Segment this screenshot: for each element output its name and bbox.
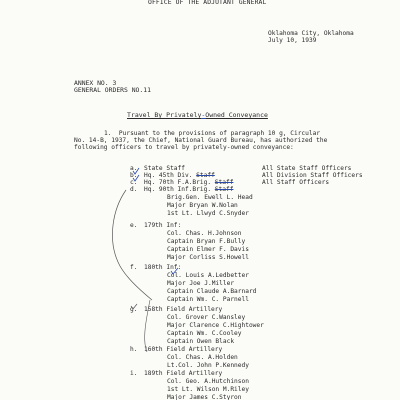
paragraph-line-3: following officers to travel by privately-owned conveyance: [74,144,294,151]
officer-e-3: Captain Elmer F. Davis [167,246,249,253]
item-label-h: h. [130,346,138,353]
title-hyphen: - [201,111,206,119]
officer-i-3: Major James C.Styron [167,394,242,400]
officer-d-3: 1st Lt. Llwyd C.Snyder [167,210,249,217]
item-label-e: e. [130,222,138,229]
unit-i: 189th Field Artillery [144,370,223,377]
officer-f-3: Captain Claude A.Barnard [167,288,257,295]
officer-h-2: Lt.Col. John P.Kennedy [167,362,249,369]
item-b-unit: Hq. 45th Div. [144,172,193,179]
officer-h-1: Col. Chas. A.Holden [167,354,238,361]
check-mark-g [131,304,137,309]
item-note-a: All State Staff Officers [262,165,352,172]
paragraph-line-2: No. 14-B, 1937, the Chief, National Guard Bureau, has authorized the [74,137,328,144]
unit-h: 160th Field Artillery [144,346,223,353]
item-label-i: i. [130,370,138,377]
item-note-b: All Division Staff Officers [262,172,363,179]
officer-f-4: Captain Wm. C. Parnell [167,296,249,303]
check-mark-b [133,168,139,174]
officer-i-1: Col. Geo. A.Hutchinson [167,378,249,385]
item-b-struck: Staff [196,172,215,179]
officer-g-4: Captain Owen Black [167,338,235,345]
pencil-bracket-lower [145,300,150,352]
item-label-b: b. [130,172,138,179]
city-line: Oklahoma City, Oklahoma [268,30,354,37]
unit-e: 179th Inf: [144,222,182,229]
item-label-g: g. [130,306,138,313]
officer-f-1: Col. Louis A.Ledbetter [167,272,249,279]
officer-d-1: Brig.Gen. Ewell L. Head [167,194,253,201]
officer-e-1: Col. Chas. H.Johnson [167,230,242,237]
office-heading: OFFICE OF THE ADJUTANT GENERAL [148,0,267,6]
check-mark-f [171,268,178,274]
item-d-unit: Hq. 90th Inf.Brig. [144,186,212,193]
officer-g-3: Captain Wm. C.Cooley [167,330,242,337]
officer-e-2: Captain Bryan F.Bully [167,238,246,245]
title-part-2: Owned Conveyance [205,111,268,119]
check-mark-c [133,175,139,181]
unit-g: 158th Field Artillery [144,306,223,313]
item-d-struck: Staff [214,186,234,193]
item-c-unit: Hq. 70th F.A.Brig. [144,179,212,186]
officer-d-2: Major Bryan W.Nolan [167,202,238,209]
title-part-1: Travel By Privately [127,111,202,119]
general-orders-number: GENERAL ORDERS NO.11 [74,86,151,94]
officer-g-1: Col. Grover C.Wansley [167,314,246,321]
item-note-c: All Staff Officers [262,179,330,186]
item-label-a: a. [130,165,138,172]
unit-f: 180th Inf: [144,264,182,271]
pencil-bracket [112,190,152,300]
item-label-c: c. [130,179,138,186]
item-text-a: State Staff [144,165,185,172]
item-c-struck: Staff [214,179,234,186]
paragraph-line-1: 1. Pursuant to the provisions of paragraph 10 g, Circular [104,130,321,137]
item-label-d: d. [130,186,138,193]
item-label-f: f. [130,264,138,271]
date-line: July 10, 1939 [268,37,317,44]
annex-number: ANNEX NO. 3 [74,79,117,87]
officer-f-2: Major Joe J.Miller [167,280,235,287]
officer-e-4: Major Corliss S.Howell [167,254,249,261]
officer-i-2: 1st Lt. Wilson M.Riley [167,386,249,393]
officer-g-2: Major Clarence C.Hightower [167,322,264,329]
